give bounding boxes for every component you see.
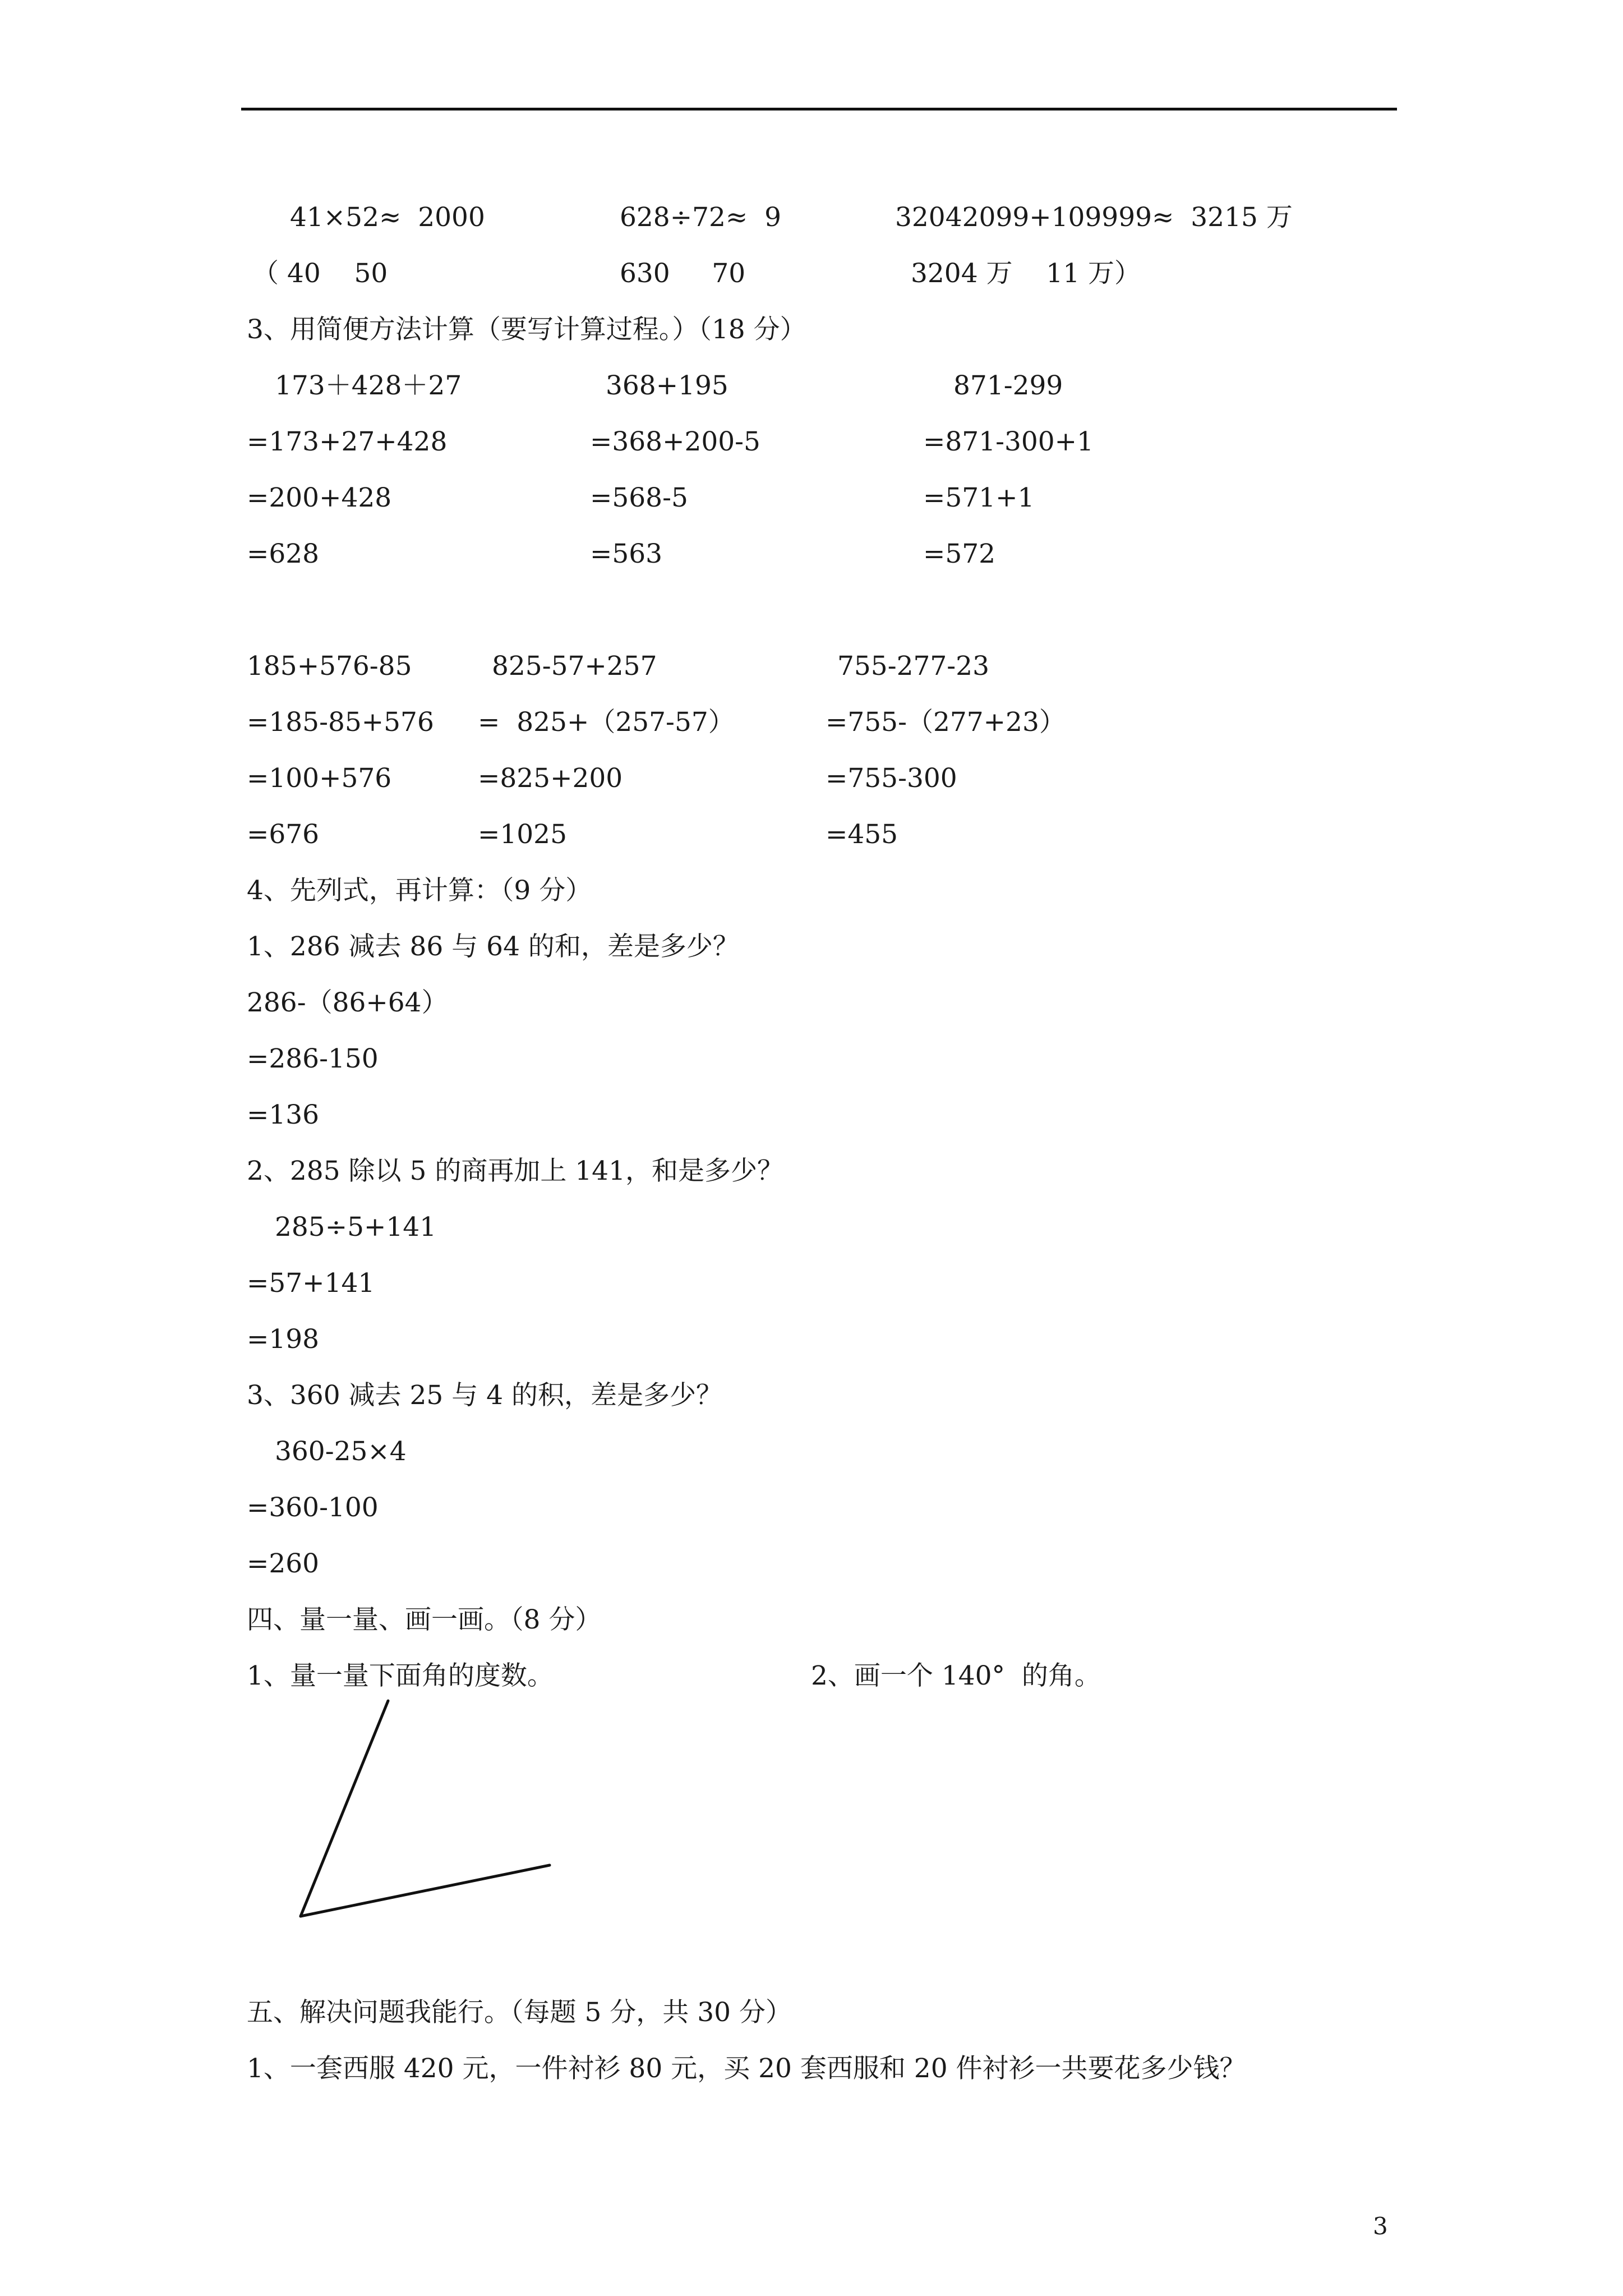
- section4-item-1: 1、量一量下面角的度数。: [247, 1660, 554, 1691]
- q3-expr-d: 185+576-85: [247, 651, 412, 682]
- q3-step: =871-300+1: [923, 426, 1094, 457]
- q3-step: =185-85+576: [247, 707, 434, 738]
- estimate-1: 41×52≈ 2000: [290, 202, 485, 233]
- section5-question-1: 1、一套西服 420 元，一件衬衫 80 元，买 20 套西服和 20 件衬衫一共要花多少钱？: [247, 2053, 1246, 2084]
- q3-step: =200+428: [247, 482, 392, 513]
- q3-step: =755-300: [826, 763, 957, 794]
- q3-expr-f: 755-277-23: [837, 651, 989, 682]
- q3-step: = 825+（257-57）: [478, 707, 735, 738]
- q4-p3-line: 360-25×4: [275, 1436, 407, 1467]
- q3-result: =455: [826, 819, 898, 850]
- q4-p2-line: 285÷5+141: [275, 1212, 437, 1243]
- q4-problem-2: 2、285 除以 5 的商再加上 141，和是多少？: [247, 1156, 783, 1186]
- q3-result: =572: [923, 539, 996, 569]
- q4-p1-line: =286-150: [247, 1043, 379, 1074]
- q3-step: =825+200: [478, 763, 623, 794]
- q3-expr-a: 173＋428＋27: [275, 370, 462, 401]
- angle-ray-upper: [301, 1701, 388, 1916]
- q3-step: =368+200-5: [590, 426, 760, 457]
- q3-step: =173+27+428: [247, 426, 448, 457]
- q4-p3-line: =360-100: [247, 1492, 379, 1523]
- q4-problem-3: 3、360 减去 25 与 4 的积，差是多少？: [247, 1380, 723, 1411]
- q4-p2-line: =57+141: [247, 1268, 375, 1299]
- page-number: 3: [1373, 2212, 1388, 2240]
- estimate-2-approx: 630 70: [620, 258, 746, 289]
- q4-p3-line: =260: [247, 1548, 320, 1579]
- q3-expr-c: 871-299: [953, 370, 1063, 401]
- angle-ray-lower: [301, 1865, 550, 1916]
- section4-title: 四、量一量、画一画。（8 分）: [247, 1604, 602, 1635]
- q4-problem-1: 1、286 减去 86 与 64 的和，差是多少？: [247, 931, 739, 962]
- q3-expr-e: 825-57+257: [492, 651, 657, 682]
- q3-expr-b: 368+195: [606, 370, 728, 401]
- q4-p1-line: =136: [247, 1099, 320, 1130]
- q3-result: =628: [247, 539, 320, 569]
- angle-figure: [292, 1694, 561, 1930]
- estimate-1-approx: （ 40 50: [252, 258, 388, 289]
- header-rule: [241, 108, 1397, 111]
- q3-title: 3、用简便方法计算（要写计算过程。）（18 分）: [247, 314, 806, 345]
- section4-item-2: 2、画一个 140° 的角。: [811, 1660, 1101, 1691]
- q4-title: 4、先列式，再计算：（9 分）: [247, 875, 592, 906]
- q3-step: =571+1: [923, 482, 1035, 513]
- q3-step: =755-（277+23）: [826, 707, 1066, 738]
- q3-result: =676: [247, 819, 320, 850]
- q4-p1-line: 286-（86+64）: [247, 987, 448, 1018]
- q3-result: =1025: [478, 819, 567, 850]
- estimate-3-approx: 3204 万 11 万）: [911, 258, 1141, 289]
- section5-title: 五、解决问题我能行。（每题 5 分，共 30 分）: [247, 1997, 792, 2028]
- q3-result: =563: [590, 539, 663, 569]
- estimate-2: 628÷72≈ 9: [620, 202, 782, 233]
- estimate-3: 32042099+109999≈ 3215 万: [895, 202, 1293, 233]
- q3-step: =568-5: [590, 482, 688, 513]
- q4-p2-line: =198: [247, 1324, 320, 1355]
- q3-step: =100+576: [247, 763, 392, 794]
